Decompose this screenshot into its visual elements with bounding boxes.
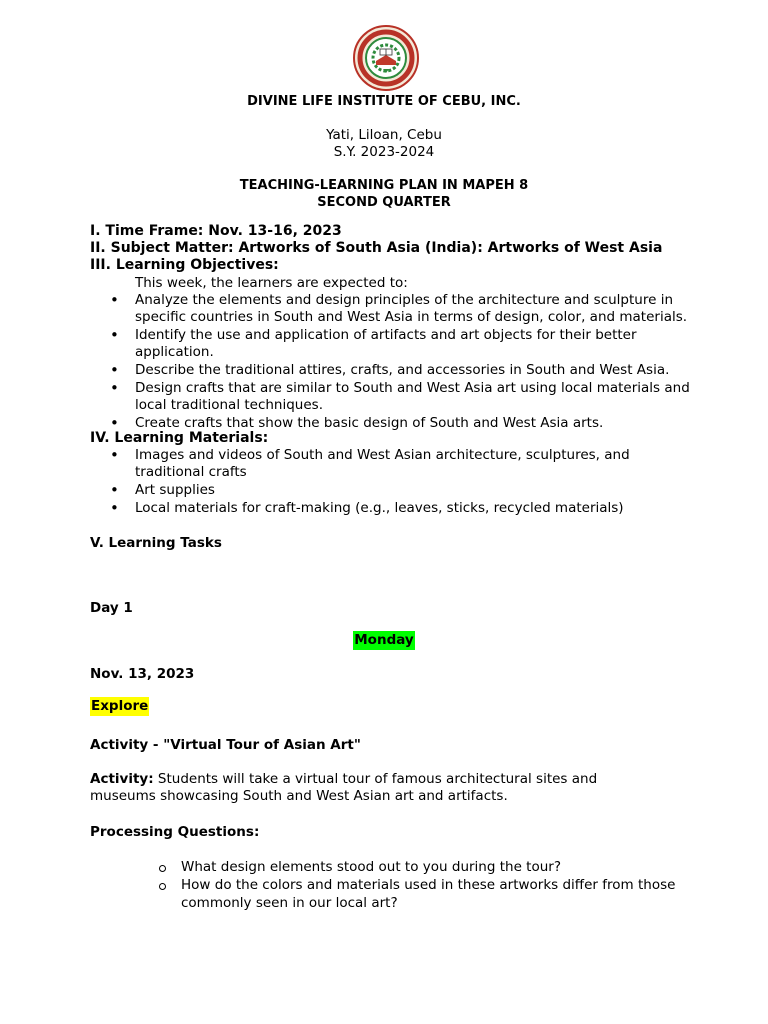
weekday-label: Monday [354, 632, 414, 648]
materials-heading: IV. Learning Materials: [90, 430, 269, 446]
school-seal-logo [352, 25, 420, 91]
plan-title: TEACHING-LEARNING PLAN IN MAPEH 8 [239, 178, 529, 193]
activity-title: Activity - "Virtual Tour of Asian Art" [90, 737, 361, 753]
list-item: • Create crafts that show the basic design of South and West Asia arts. [110, 415, 710, 432]
school-address: Yati, Liloan, Cebu [326, 127, 442, 143]
activity-label: Activity: [90, 771, 154, 787]
list-item: • Images and videos of South and West Asian architecture, sculptures, and traditional crafts [110, 447, 670, 481]
list-item: • Art supplies [110, 482, 670, 499]
objectives-intro: This week, the learners are expected to: [135, 275, 408, 291]
tasks-heading: V. Learning Tasks [90, 535, 222, 551]
quarter-label: SECOND QUARTER [317, 195, 451, 210]
school-name: DIVINE LIFE INSTITUTE OF CEBU, INC. [247, 94, 521, 109]
date-label: Nov. 13, 2023 [90, 666, 195, 682]
day-label: Day 1 [90, 600, 133, 616]
list-item: What design elements stood out to you during the tour? [157, 858, 677, 876]
list-item: • Design crafts that are similar to South and West Asia art using local materials and local traditional techniques. [110, 380, 710, 414]
school-year: S.Y. 2023-2024 [333, 144, 435, 160]
list-item: • Describe the traditional attires, crafts, and accessories in South and West Asia. [110, 362, 710, 379]
questions-list [157, 858, 677, 912]
materials-list [110, 447, 670, 518]
phase-label: Explore [91, 698, 149, 714]
list-item: • Identify the use and application of artifacts and art objects for their better application. [110, 327, 710, 361]
objectives-list [110, 292, 710, 433]
time-frame: I. Time Frame: Nov. 13-16, 2023 [90, 223, 342, 239]
list-item: • Analyze the elements and design principles of the architecture and sculpture in specific countries in South and West Asia in terms of design, color, and materials. [110, 292, 710, 326]
processing-heading: Processing Questions: [90, 824, 260, 840]
objectives-heading: III. Learning Objectives: [90, 257, 279, 273]
activity-description [90, 771, 650, 805]
list-item: • Local materials for craft-making (e.g., leaves, sticks, recycled materials) [110, 500, 670, 517]
list-item: How do the colors and materials used in these artworks differ from those commonly seen in our local art? [157, 876, 677, 912]
subject-matter: II. Subject Matter: Artworks of South Asia (India): Artworks of West Asia [90, 240, 663, 256]
activity-text: Students will take a virtual tour of famous architectural sites and museums showcasing South and West Asian art and artifacts. [90, 771, 598, 804]
